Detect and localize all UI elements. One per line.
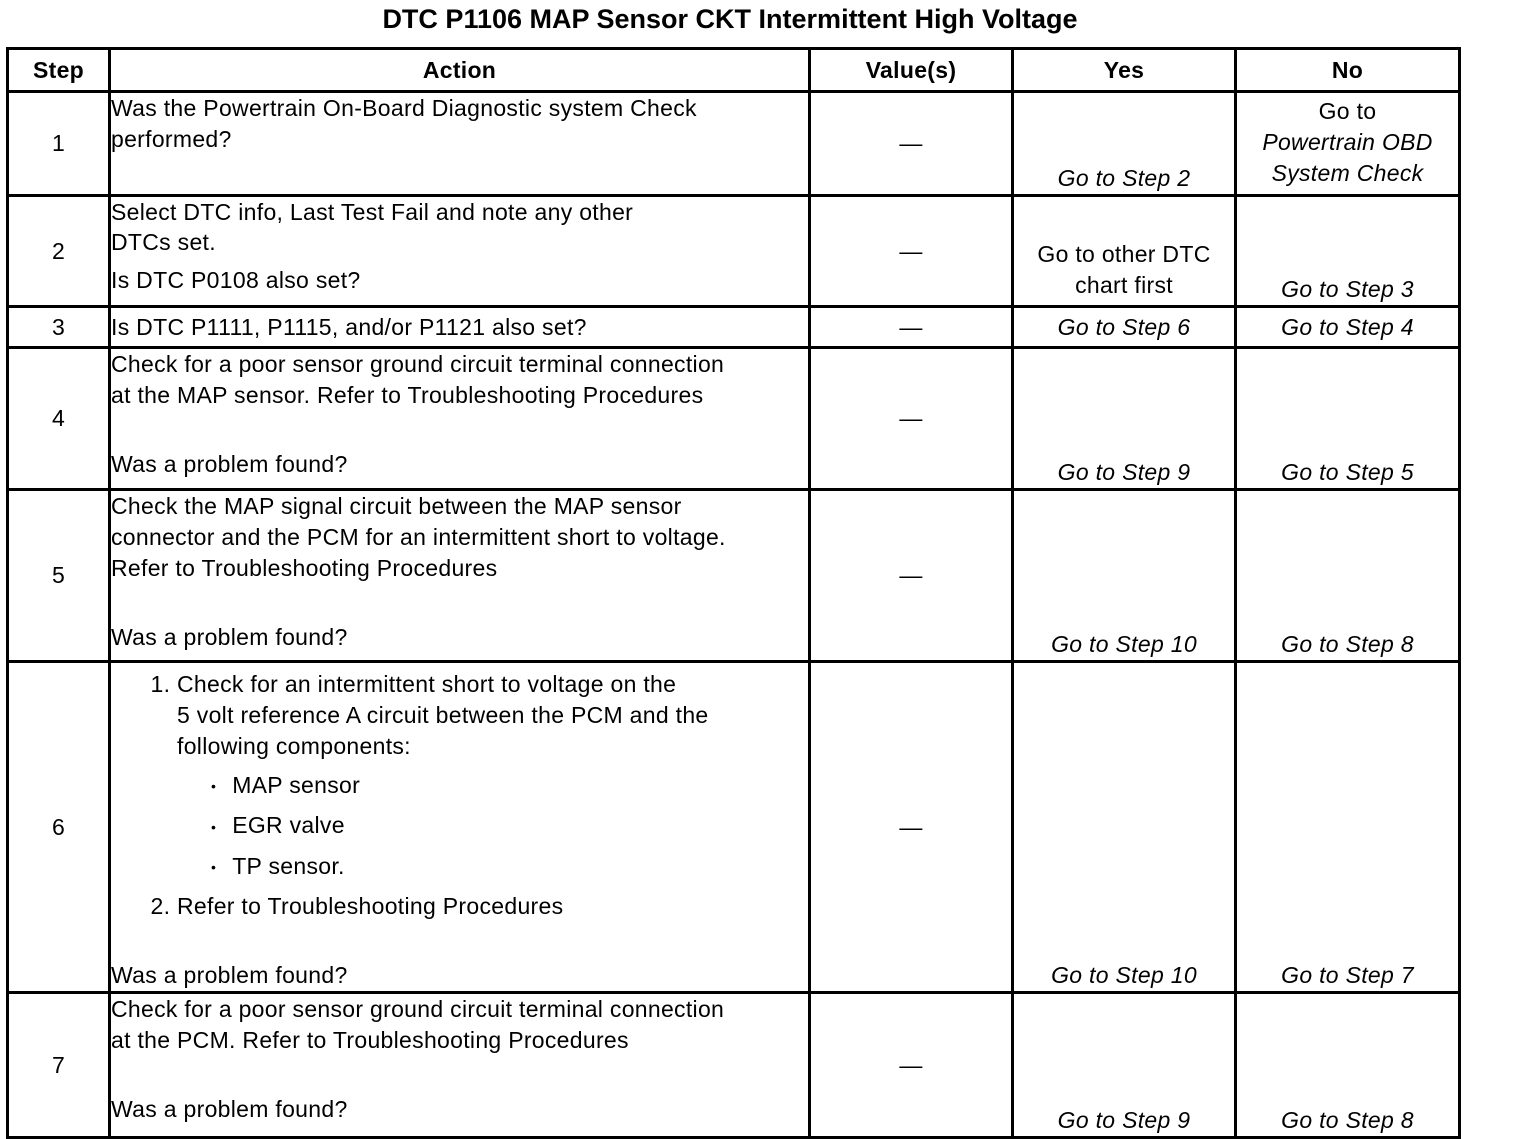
action-cell xyxy=(110,348,810,490)
step-number: 1 xyxy=(8,92,110,196)
table-row xyxy=(8,92,1460,196)
action-text: at the PCM. Refer to Troubleshooting Procedures xyxy=(111,1027,629,1054)
yes-cell: Go to Step 10 xyxy=(1013,490,1236,662)
no-cell: Go to Step 8 xyxy=(1236,490,1460,662)
action-question: Was a problem found? xyxy=(111,962,348,989)
step-number: 3 xyxy=(8,307,110,348)
no-cell: Go to Step 7 xyxy=(1236,662,1460,993)
value-cell: — xyxy=(810,348,1013,490)
bullet-item: • EGR valve xyxy=(211,806,808,846)
action-cell xyxy=(110,92,810,196)
step-number: 7 xyxy=(8,993,110,1138)
header-values: Value(s) xyxy=(810,49,1013,92)
header-action: Action xyxy=(110,49,810,92)
substep-text: 5 volt reference A circuit between the PCM and the xyxy=(177,702,709,728)
action-question: Was a problem found? xyxy=(111,624,348,650)
action-text: Was the Powertrain On-Board Diagnostic system Check xyxy=(111,95,697,121)
action-question: Was a problem found? xyxy=(111,1096,348,1123)
header-no: No xyxy=(1236,49,1460,92)
step-number: 4 xyxy=(8,348,110,490)
header-step: Step xyxy=(8,49,110,92)
action-text: connector and the PCM for an intermittent short to voltage. xyxy=(111,524,726,550)
step-number: 5 xyxy=(8,490,110,662)
yes-cell: Go to Step 9 xyxy=(1013,348,1236,490)
table-row xyxy=(8,196,1460,307)
diagnostic-table xyxy=(6,47,1461,1139)
step-number: 6 xyxy=(8,662,110,993)
header-yes: Yes xyxy=(1013,49,1236,92)
step-number: 2 xyxy=(8,196,110,307)
value-cell: — xyxy=(810,662,1013,993)
substep-text: following components: xyxy=(177,733,411,759)
action-text: performed? xyxy=(111,126,232,152)
table-row xyxy=(8,348,1460,490)
table-row xyxy=(8,307,1460,348)
page-title: DTC P1106 MAP Sensor CKT Intermittent High Voltage xyxy=(382,4,1078,34)
action-text: DTCs set. xyxy=(111,229,216,255)
action-cell xyxy=(110,993,810,1138)
action-text: Check the MAP signal circuit between the MAP sensor xyxy=(111,493,682,519)
action-text: Refer to Troubleshooting Procedures xyxy=(111,555,498,581)
no-prefix: Go to xyxy=(1318,98,1377,124)
yes-cell: Go to Step 10 xyxy=(1013,662,1236,993)
action-text: Select DTC info, Last Test Fail and note any other xyxy=(111,199,634,225)
action-cell xyxy=(110,662,810,993)
substep-item xyxy=(177,669,808,887)
value-cell: — xyxy=(810,196,1013,307)
action-text: Check for a poor sensor ground circuit terminal connection xyxy=(111,996,725,1023)
action-question: Was a problem found? xyxy=(111,451,348,477)
no-cell xyxy=(1236,92,1460,196)
substep-list xyxy=(111,669,808,922)
action-cell xyxy=(110,196,810,307)
no-cell: Go to Step 8 xyxy=(1236,993,1460,1138)
header-row xyxy=(8,49,1460,92)
no-cell: Go to Step 4 xyxy=(1236,307,1460,348)
yes-cell: Go to Step 6 xyxy=(1013,307,1236,348)
action-text: at the MAP sensor. Refer to Troubleshooting Procedures xyxy=(111,382,704,408)
bullet-list xyxy=(177,766,808,887)
table-row xyxy=(8,993,1460,1138)
value-cell: — xyxy=(810,490,1013,662)
value-cell: — xyxy=(810,993,1013,1138)
yes-cell: Go to Step 2 xyxy=(1013,92,1236,196)
substep-text: 1. Check for an intermittent short to voltage on the xyxy=(177,671,677,697)
yes-cell: Go to Step 9 xyxy=(1013,993,1236,1138)
no-cell: Go to Step 5 xyxy=(1236,348,1460,490)
yes-cell: Go to other DTC chart first xyxy=(1013,196,1236,307)
action-cell xyxy=(110,490,810,662)
bullet-item: • MAP sensor xyxy=(211,766,808,806)
no-text: Powertrain OBD System Check xyxy=(1262,129,1433,186)
no-cell: Go to Step 3 xyxy=(1236,196,1460,307)
action-text: Check for a poor sensor ground circuit terminal connection xyxy=(111,351,725,377)
table-row xyxy=(8,662,1460,993)
action-text: Is DTC P1111, P1115, and/or P1121 also set? xyxy=(110,307,810,348)
action-question: Is DTC P0108 also set? xyxy=(111,267,361,293)
substep-item: 2. Refer to Troubleshooting Procedures xyxy=(177,891,808,922)
table-row xyxy=(8,490,1460,662)
bullet-item: • TP sensor. xyxy=(211,847,808,887)
value-cell: — xyxy=(810,307,1013,348)
value-cell: — xyxy=(810,92,1013,196)
